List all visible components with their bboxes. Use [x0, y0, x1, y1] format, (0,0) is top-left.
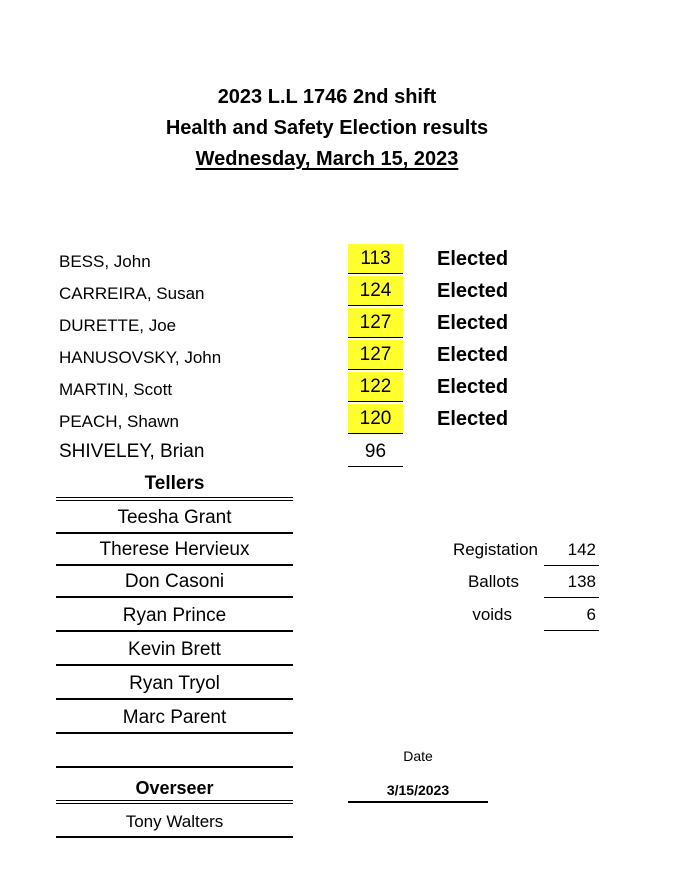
teller-name: Marc Parent — [56, 702, 293, 734]
tellers-heading: Tellers — [144, 473, 205, 494]
teller-name: Kevin Brett — [56, 634, 293, 666]
teller-name — [56, 736, 293, 768]
candidate-votes: 124 — [348, 276, 403, 306]
candidate-name: HANUSOVSKY, John — [59, 348, 222, 367]
title-line-1: 2023 L.L 1746 2nd shift — [217, 86, 437, 108]
teller-name: Ryan Tryol — [56, 668, 293, 700]
stat-label: voids — [472, 605, 512, 624]
date-label: Date — [403, 748, 433, 764]
stat-value: 142 — [544, 535, 599, 566]
candidate-votes: 127 — [348, 340, 403, 370]
overseer-heading: Overseer — [135, 778, 214, 798]
candidate-name: DURETTE, Joe — [59, 316, 177, 335]
teller-name: Teesha Grant — [56, 502, 293, 534]
candidate-votes: 113 — [348, 244, 403, 274]
candidate-name: PEACH, Shawn — [59, 412, 179, 431]
candidate-votes: 127 — [348, 308, 403, 338]
teller-name: Therese Hervieux — [56, 534, 293, 566]
stat-label: Registation — [452, 540, 538, 559]
overseer-rule — [56, 800, 293, 804]
candidate-status: Elected — [437, 376, 509, 398]
tellers-rule — [56, 497, 293, 501]
candidate-name: MARTIN, Scott — [59, 380, 173, 399]
title-date: Wednesday, March 15, 2023 — [195, 148, 459, 170]
candidate-name: SHIVELEY, Brian — [59, 441, 205, 462]
candidate-name: BESS, John — [59, 252, 151, 271]
title-line-2: Health and Safety Election results — [165, 117, 489, 139]
teller-name: Don Casoni — [56, 566, 293, 598]
candidate-status: Elected — [437, 248, 509, 270]
candidate-votes: 96 — [348, 437, 403, 467]
candidate-status: Elected — [437, 280, 509, 302]
candidate-votes: 122 — [348, 372, 403, 402]
date-value: 3/15/2023 — [348, 779, 488, 803]
candidate-status: Elected — [437, 344, 509, 366]
candidate-status: Elected — [437, 312, 509, 334]
teller-name: Ryan Prince — [56, 600, 293, 632]
stat-value: 6 — [544, 600, 599, 631]
candidate-status: Elected — [437, 408, 509, 430]
candidate-name: CARREIRA, Susan — [59, 284, 205, 303]
stat-value: 138 — [544, 567, 599, 598]
overseer-name: Tony Walters — [56, 808, 293, 838]
candidate-votes: 120 — [348, 404, 403, 434]
stat-label: Ballots — [467, 572, 519, 591]
